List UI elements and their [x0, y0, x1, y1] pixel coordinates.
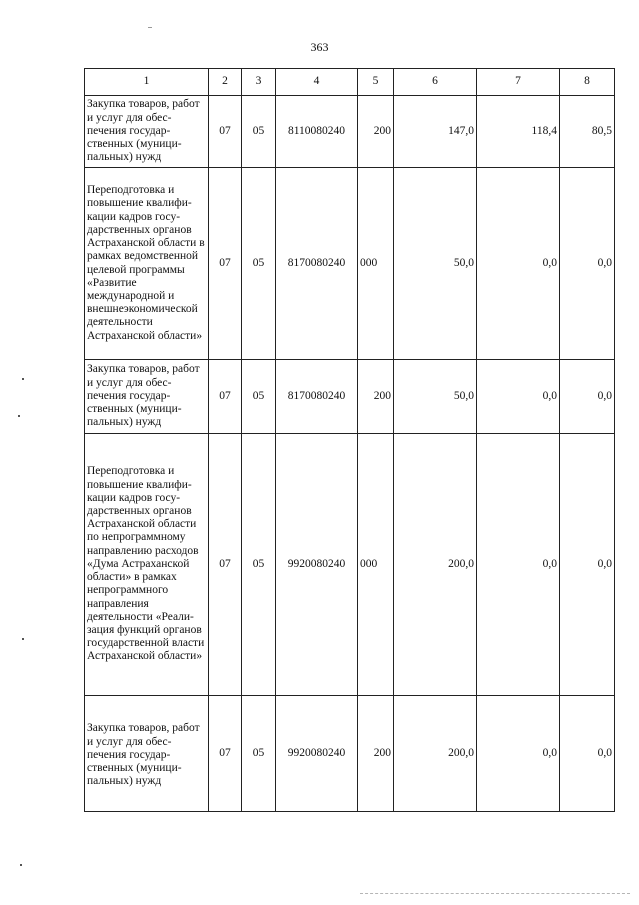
amount-col-6: 200,0	[394, 434, 477, 696]
scan-speck	[22, 638, 24, 640]
table-row	[85, 168, 615, 360]
section-code: 07	[209, 168, 242, 360]
subsection-code: 05	[242, 434, 276, 696]
amount-col-6: 147,0	[394, 96, 477, 168]
amount-col-6: 50,0	[394, 360, 477, 434]
expense-type-code: 000	[358, 168, 394, 360]
column-header: 7	[477, 69, 560, 96]
amount-col-8: 0,0	[560, 434, 615, 696]
amount-col-7: 0,0	[477, 696, 560, 812]
scan-speck	[18, 415, 20, 417]
column-header: 5	[358, 69, 394, 96]
subsection-code: 05	[242, 96, 276, 168]
amount-col-7: 118,4	[477, 96, 560, 168]
amount-col-8: 0,0	[560, 168, 615, 360]
table-row	[85, 360, 615, 434]
section-code: 07	[209, 96, 242, 168]
target-article-code: 8110080240	[276, 96, 358, 168]
amount-col-8: 80,5	[560, 96, 615, 168]
column-header: 2	[209, 69, 242, 96]
expense-type-code: 200	[358, 96, 394, 168]
scan-speck	[22, 378, 24, 380]
column-header: 3	[242, 69, 276, 96]
expense-name: Закупка товаров, работ и услуг для обеспечения государственных (муниципальных) нужд	[85, 96, 209, 168]
scan-mark	[360, 893, 630, 894]
subsection-code: 05	[242, 168, 276, 360]
expense-name: Переподготовка и повышение квалификации кадров государственных органов Астраханской области в рамках ведомственной целевой программы «Развитие международной и внешнеэкономической деятельности Астраханской области»	[85, 168, 209, 360]
section-code: 07	[209, 434, 242, 696]
expense-type-code: 000	[358, 434, 394, 696]
column-header: 8	[560, 69, 615, 96]
table-row	[85, 96, 615, 168]
expense-type-code: 200	[358, 360, 394, 434]
amount-col-8: 0,0	[560, 360, 615, 434]
amount-col-6: 50,0	[394, 168, 477, 360]
target-article-code: 9920080240	[276, 434, 358, 696]
column-header: 6	[394, 69, 477, 96]
target-article-code: 8170080240	[276, 360, 358, 434]
target-article-code: 8170080240	[276, 168, 358, 360]
expense-type-code: 200	[358, 696, 394, 812]
budget-table	[84, 68, 615, 812]
expense-name: Закупка товаров, работ и услуг для обеспечения государственных (муниципальных) нужд	[85, 360, 209, 434]
section-code: 07	[209, 360, 242, 434]
scan-speck	[20, 864, 22, 866]
table-header-row	[85, 69, 615, 96]
column-header: 4	[276, 69, 358, 96]
expense-name: Переподготовка и повышение квалификации кадров государственных органов Астраханской области по непрограммному направлению расходов «Дума Астраханской области» в рамках непрограммного направления деятельности «Реализация функций органов государственной власти Астраханской области»	[85, 434, 209, 696]
table-row	[85, 696, 615, 812]
amount-col-7: 0,0	[477, 434, 560, 696]
expense-name: Закупка товаров, работ и услуг для обеспечения государственных (муниципальных) нужд	[85, 696, 209, 812]
scan-mark	[148, 27, 152, 28]
subsection-code: 05	[242, 360, 276, 434]
subsection-code: 05	[242, 696, 276, 812]
table-row	[85, 434, 615, 696]
section-code: 07	[209, 696, 242, 812]
page-number: 363	[310, 40, 329, 54]
amount-col-7: 0,0	[477, 360, 560, 434]
column-header: 1	[85, 69, 209, 96]
target-article-code: 9920080240	[276, 696, 358, 812]
amount-col-7: 0,0	[477, 168, 560, 360]
amount-col-6: 200,0	[394, 696, 477, 812]
amount-col-8: 0,0	[560, 696, 615, 812]
